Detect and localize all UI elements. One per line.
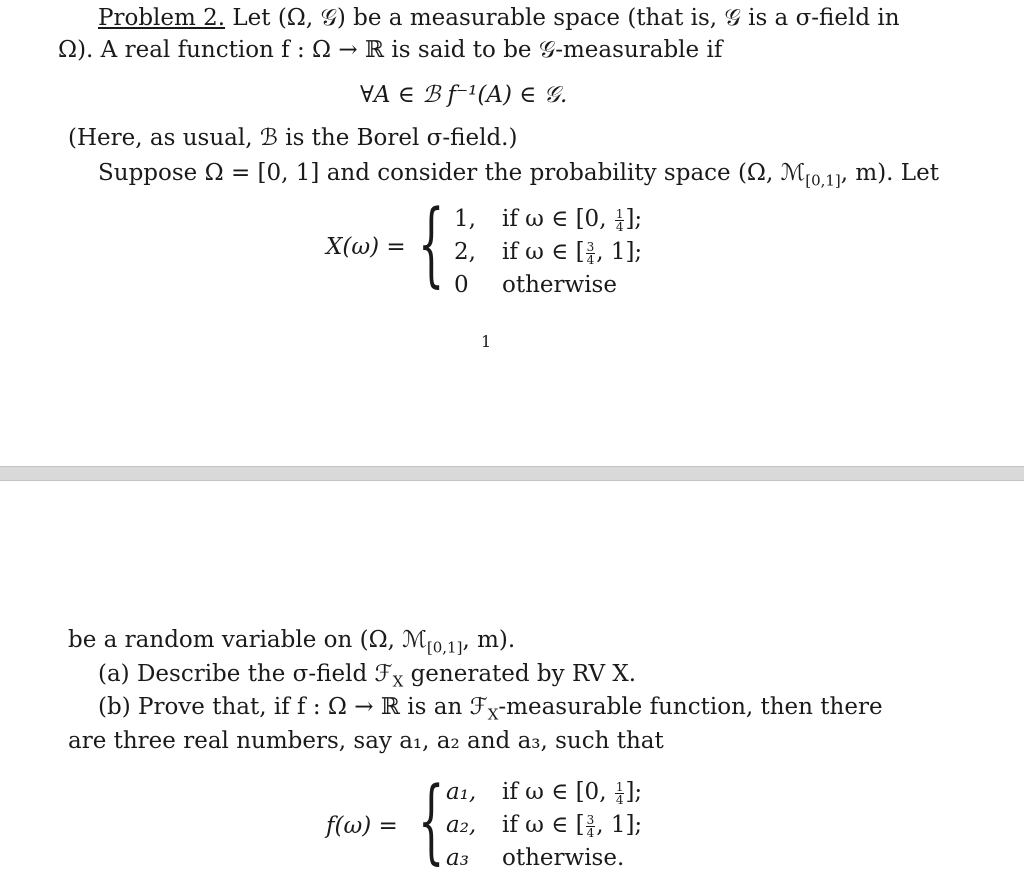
fraction-numerator: 3 xyxy=(586,812,595,827)
case-value: a₃ xyxy=(446,845,469,871)
cond-text: , 1]; xyxy=(596,239,643,265)
part-b-end: -measurable function, then there xyxy=(498,694,883,720)
x-case-row-3 xyxy=(454,270,469,300)
x-case-cond-1 xyxy=(502,204,642,234)
part-b-start: (b) Prove that, if f : Ω → ℝ is an ℱ xyxy=(98,694,488,720)
fraction-numerator: 1 xyxy=(615,206,624,221)
cond-text: if ω ∈ [0, xyxy=(502,206,614,232)
fraction-denominator: 4 xyxy=(586,825,595,840)
part-a-end: generated by RV X. xyxy=(403,661,637,687)
x-case-cond-2 xyxy=(502,237,642,267)
fraction-denominator: 4 xyxy=(615,219,624,234)
fraction xyxy=(615,781,625,806)
f-def-lhs: f(ω) = xyxy=(326,813,398,839)
part-b-subscript: X xyxy=(487,705,499,724)
problem-heading: Problem 2. xyxy=(98,5,226,31)
text-line-6: are three real numbers, say a₁, a₂ and a₃, such that xyxy=(68,728,664,754)
fraction xyxy=(586,814,596,839)
x-case-cond-3 xyxy=(502,270,617,300)
part-a-subscript: X xyxy=(392,672,404,691)
text-line-4 xyxy=(98,158,939,188)
cond-text: if ω ∈ [ xyxy=(502,812,585,838)
case-value: a₂, xyxy=(446,812,477,838)
left-brace: { xyxy=(418,190,445,297)
cond-text: ]; xyxy=(625,206,643,232)
left-brace: { xyxy=(418,767,445,874)
fraction xyxy=(615,208,625,233)
cond-text: otherwise xyxy=(502,272,617,298)
cond-text: ]; xyxy=(625,779,643,805)
case-value: 2, xyxy=(454,239,476,265)
line4-start: Suppose Ω = [0, 1] and consider the probability space (Ω, ℳ xyxy=(98,160,806,186)
f-case-row-2 xyxy=(446,810,476,840)
text-line-5 xyxy=(68,625,515,655)
fraction-denominator: 4 xyxy=(586,252,595,267)
f-case-cond-3 xyxy=(502,843,624,873)
cond-text: , 1]; xyxy=(596,812,643,838)
text-line-1 xyxy=(98,3,900,33)
line1-rest: Let (Ω, 𝒢) be a measurable space (that is, 𝒢 is a σ-field in xyxy=(232,5,900,31)
line5-end: , m). xyxy=(462,627,516,653)
line5-subscript: [0,1] xyxy=(426,638,463,657)
f-case-row-3 xyxy=(446,843,469,873)
f-case-cond-1 xyxy=(502,777,642,807)
f-case-cond-2 xyxy=(502,810,642,840)
display-equation: ∀A ∈ ℬ f⁻¹(A) ∈ 𝒢. xyxy=(360,82,568,108)
part-b xyxy=(98,692,883,722)
cond-text: if ω ∈ [0, xyxy=(502,779,614,805)
fraction-numerator: 1 xyxy=(615,779,624,794)
line4-end: , m). Let xyxy=(840,160,939,186)
fraction xyxy=(586,241,596,266)
fraction-denominator: 4 xyxy=(615,792,624,807)
page-separator xyxy=(0,466,1024,481)
x-case-row-2 xyxy=(454,237,476,267)
fraction-numerator: 3 xyxy=(586,239,595,254)
part-a-start: (a) Describe the σ-field ℱ xyxy=(98,661,393,687)
case-value: 0 xyxy=(454,272,469,298)
f-case-row-1 xyxy=(446,777,476,807)
x-def-lhs: X(ω) = xyxy=(326,234,406,260)
cond-text: otherwise. xyxy=(502,845,625,871)
document-page-2 xyxy=(0,481,1024,877)
text-line-2: Ω). A real function f : Ω → ℝ is said to be 𝒢-measurable if xyxy=(58,37,723,63)
case-value: a₁, xyxy=(446,779,477,805)
case-value: 1, xyxy=(454,206,476,232)
text-line-3: (Here, as usual, ℬ is the Borel σ-field.) xyxy=(68,125,518,151)
part-a xyxy=(98,659,636,689)
x-case-row-1 xyxy=(454,204,476,234)
cond-text: if ω ∈ [ xyxy=(502,239,585,265)
line4-subscript: [0,1] xyxy=(805,171,841,190)
line5-start: be a random variable on (Ω, ℳ xyxy=(68,627,427,653)
page-number: 1 xyxy=(481,332,492,351)
